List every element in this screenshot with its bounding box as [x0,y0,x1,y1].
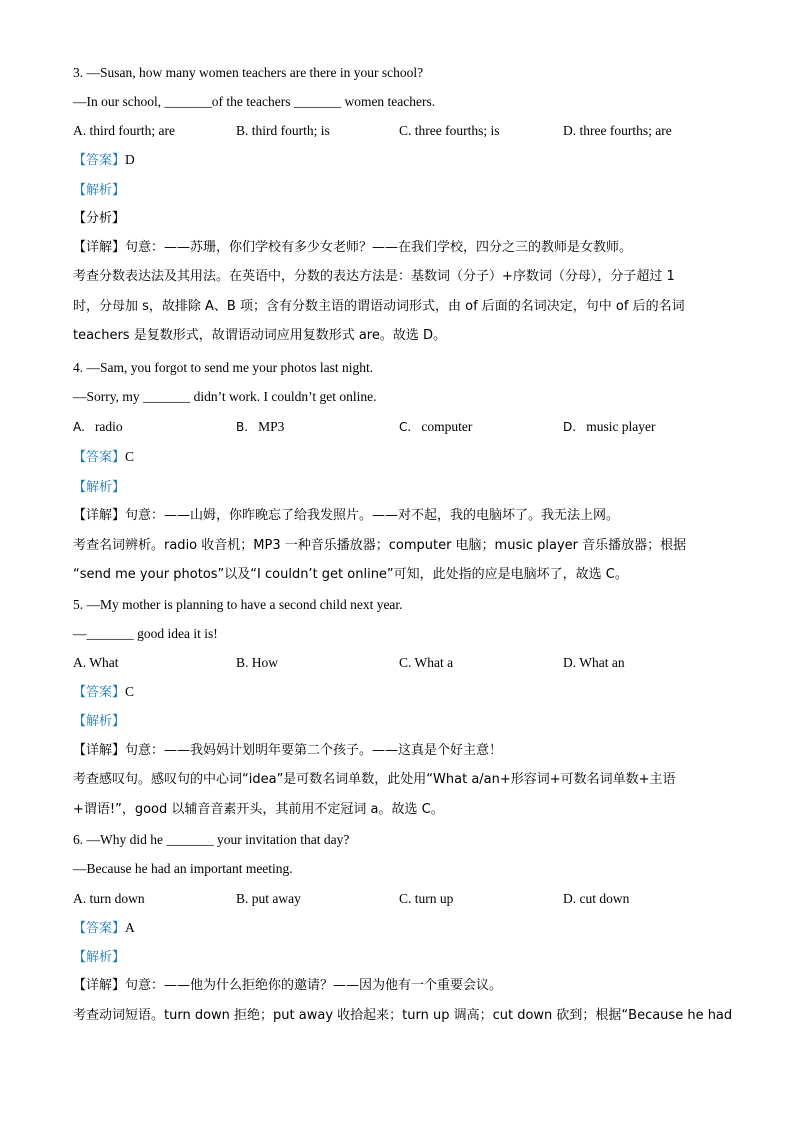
q5-detail [73,742,502,760]
q5-explanation-1: 考查感叹句。感叹句的中心词“idea”是可数名词单数，此处用“What a/an+形容词+可数名词单数+主语 [73,772,676,787]
option-letter: B. [236,420,249,434]
q4-option-b [236,418,284,436]
detail-tag: 【详解】 [73,240,126,255]
answer-value: A [125,920,135,935]
q5-option-d: D. What an [563,655,625,670]
detail-text: 句意：——山姆，你昨晚忘了给我发照片。——对不起，我的电脑坏了。我无法上网。 [125,508,620,523]
q4-stem: 4. —Sam, you forgot to send me your photos last night. [73,360,374,375]
q6-option-c: C. turn up [399,891,454,906]
option-text: music player [586,419,656,434]
detail-text: 句意：——苏珊，你们学校有多少女老师？——在我们学校，四分之三的教师是女教师。 [125,240,633,255]
q5-option-a: A. What [73,655,119,670]
q6-answer [73,919,135,938]
q3-option-b: B. third fourth; is [236,123,330,138]
option-letter: D. [563,420,577,434]
answer-value: C [125,684,135,699]
analysis-tag: 【解析】 [73,480,126,495]
q5-option-b: B. How [236,655,279,670]
q4-explanation-2: “send me your photos”以及“I couldn’t get online”可知，此处指的应是电脑坏了，故选 C。 [73,567,628,582]
analysis-tag: 【解析】 [73,183,126,198]
q5-analysis [73,712,125,731]
q3-fenxi: 【分析】 [73,211,126,226]
q3-explanation-2: 时，分母加 s，故排除 A、B 项；含有分数主语的谓语动词形式，由 of 后面的名词决定，句中 of 后的名词 [73,299,685,314]
q4-option-c [399,418,472,436]
answer-value: C [125,449,135,464]
q6-stem: 6. —Why did he _______ your invitation that day? [73,832,350,847]
option-text: MP3 [258,419,285,434]
q4-answer [73,448,134,467]
q3-answer [73,151,135,170]
q3-analysis [73,181,125,200]
q5-reply: —_______ good idea it is! [73,626,218,641]
detail-text: 句意：——他为什么拒绝你的邀请？——因为他有一个重要会议。 [125,978,503,993]
option-letter: A. [73,420,85,434]
q3-explanation-3: teachers 是复数形式，故谓语动词应用复数形式 are。故选 D。 [73,328,446,343]
q5-stem: 5. —My mother is planning to have a second child next year. [73,597,403,612]
q4-option-a [73,418,123,436]
q4-analysis [73,478,125,497]
answer-value: D [125,152,135,167]
answer-tag: 【答案】 [73,153,126,168]
q4-reply: —Sorry, my _______ didn’t work. I couldn’t get online. [73,389,377,404]
q3-option-d: D. three fourths; are [563,123,672,138]
answer-tag: 【答案】 [73,685,126,700]
q3-reply: —In our school, _______of the teachers _______ women teachers. [73,94,436,109]
q3-option-c: C. three fourths; is [399,123,500,138]
q5-explanation-2: +谓语!”，good 以辅音音素开头，其前用不定冠词 a。故选 C。 [73,802,444,817]
detail-tag: 【详解】 [73,978,126,993]
q6-analysis [73,948,125,967]
option-text: radio [94,419,123,434]
q6-option-a: A. turn down [73,891,145,906]
detail-tag: 【详解】 [73,743,126,758]
detail-tag: 【详解】 [73,508,126,523]
analysis-tag: 【解析】 [73,950,126,965]
q5-option-c: C. What a [399,655,454,670]
q4-detail [73,507,619,525]
q3-stem: 3. —Susan, how many women teachers are there in your school? [73,65,424,80]
q3-detail [73,239,632,257]
q4-explanation-1: 考查名词辨析。radio 收音机；MP3 一种音乐播放器；computer 电脑；music player 音乐播放器；根据 [73,538,687,553]
detail-text: 句意：——我妈妈计划明年要第二个孩子。——这真是个好主意！ [125,743,503,758]
analysis-tag: 【解析】 [73,714,126,729]
q3-option-a: A. third fourth; are [73,123,175,138]
option-letter: C. [399,420,412,434]
answer-tag: 【答案】 [73,450,126,465]
q6-reply: —Because he had an important meeting. [73,861,293,876]
q6-detail [73,977,502,995]
q6-explanation-1: 考查动词短语。turn down 拒绝；put away 收拾起来；turn up 调高；cut down 砍到；根据“Because he had [73,1008,733,1023]
option-text: computer [421,419,473,434]
q6-option-d: D. cut down [563,891,630,906]
q5-answer [73,683,134,702]
q4-option-d [563,418,656,436]
q6-option-b: B. put away [236,891,301,906]
answer-tag: 【答案】 [73,921,126,936]
q3-explanation-1: 考查分数表达法及其用法。在英语中，分数的表达方法是：基数词（分子）+序数词（分母），分子超过 1 [73,269,675,284]
